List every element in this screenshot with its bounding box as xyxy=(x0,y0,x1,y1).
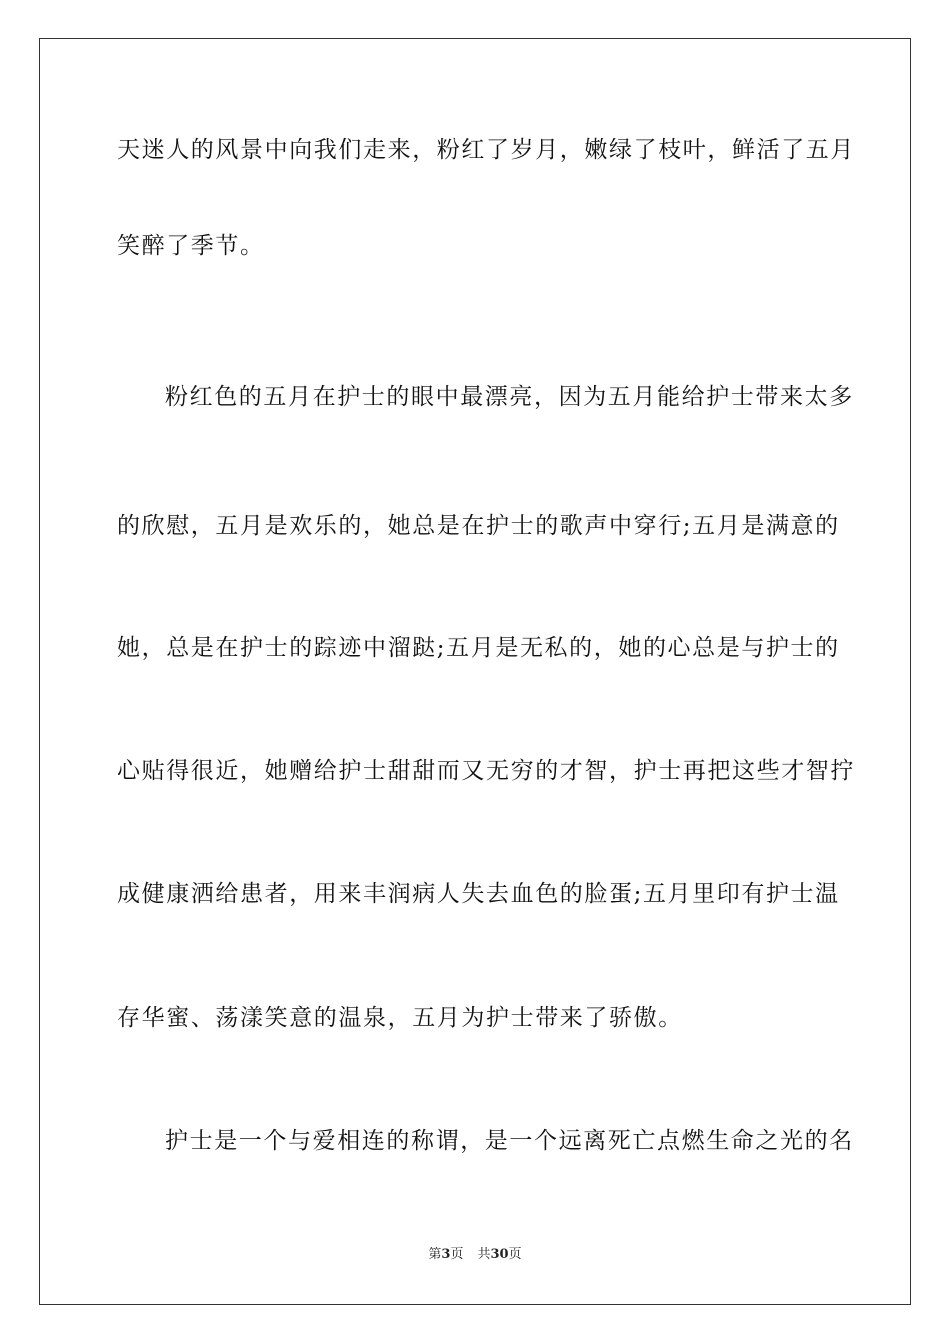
page-number: 3 xyxy=(441,1247,451,1262)
text-line-7: 成健康洒给患者，用来丰润病人失去血色的脸蛋;五月里印有护士温 xyxy=(117,881,840,907)
page-label-suffix: 页 xyxy=(450,1247,464,1262)
text-line-9: 护士是一个与爱相连的称谓，是一个远离死亡点燃生命之光的名 xyxy=(165,1128,854,1154)
total-label-prefix: 共 xyxy=(477,1247,491,1262)
text-line-4: 的欣慰，五月是欢乐的，她总是在护士的歌声中穿行;五月是满意的 xyxy=(117,513,840,539)
page-footer xyxy=(0,1246,950,1264)
page-label-prefix: 第 xyxy=(428,1247,442,1262)
text-line-2: 笑醉了季节。 xyxy=(117,233,265,259)
text-line-8: 存华蜜、荡漾笑意的温泉，五月为护士带来了骄傲。 xyxy=(117,1005,683,1031)
total-label-suffix: 页 xyxy=(508,1247,522,1262)
text-line-3: 粉红色的五月在护士的眼中最漂亮，因为五月能给护士带来太多 xyxy=(165,384,854,410)
text-line-6: 心贴得很近，她赠给护士甜甜而又无穷的才智，护士再把这些才智拧 xyxy=(117,758,855,784)
total-pages: 30 xyxy=(490,1247,509,1262)
text-line-5: 她，总是在护士的踪迹中溜跶;五月是无私的，她的心总是与护士的 xyxy=(117,635,840,661)
page-border xyxy=(39,38,911,1305)
text-line-1: 天迷人的风景中向我们走来，粉红了岁月，嫩绿了枝叶，鲜活了五月 xyxy=(117,137,855,163)
